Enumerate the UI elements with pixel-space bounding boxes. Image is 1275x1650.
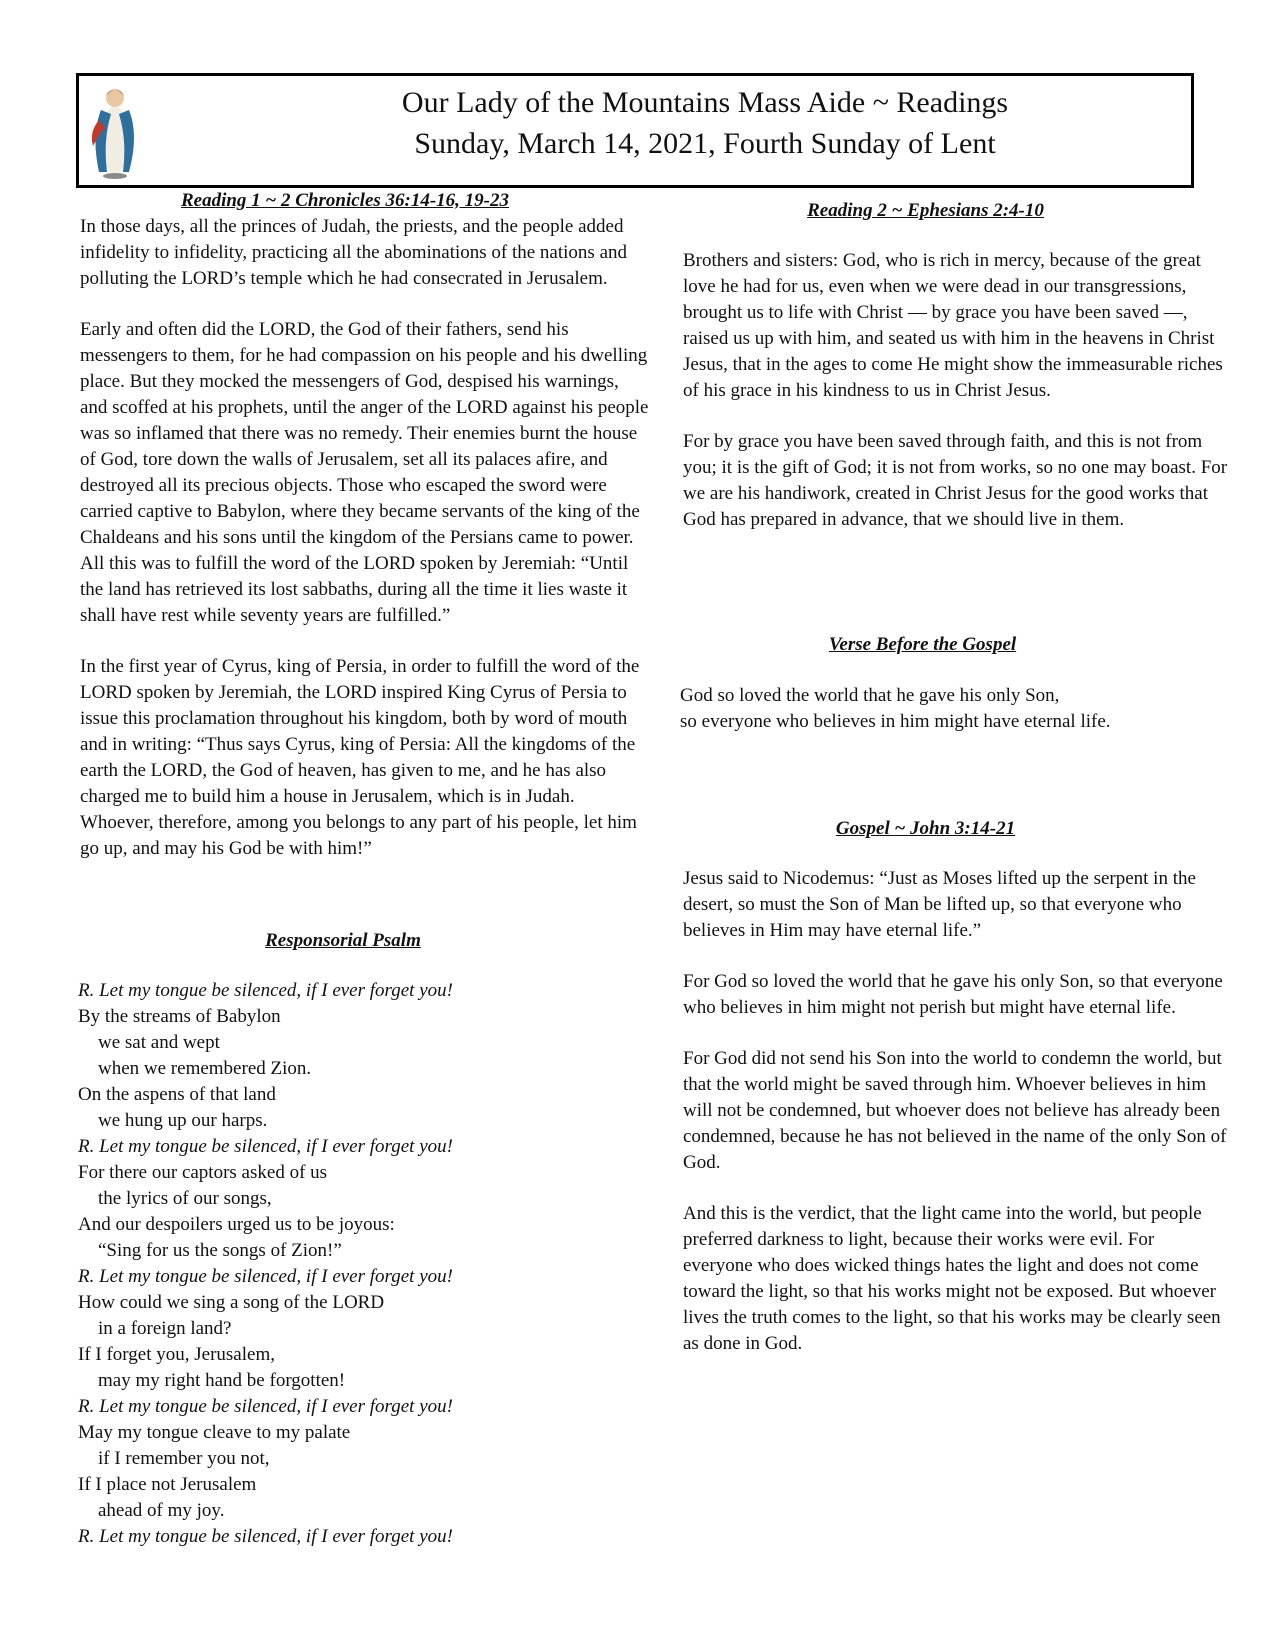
- reading-1-heading: Reading 1 ~ 2 Chronicles 36:14-16, 19-23: [180, 190, 510, 211]
- header-box: [76, 73, 1194, 188]
- gospel-heading: Gospel ~ John 3:14-21: [835, 818, 1016, 839]
- psalm-section: [78, 928, 648, 1550]
- psalm-line: If I forget you, Jerusalem,: [78, 1344, 275, 1365]
- reading-2-paragraph-1: Brothers and sisters: God, who is rich in mercy, because of the great love he had for us, even when we were dead in our transgressions, brought us to life with Christ — by grace you have been saved —, raised us up with him, and seated us with him in the heavens in Christ Jesus, that in the ages to come He might show the immeasurable riches of his grace in his kindness to us in Christ Jesus.: [683, 250, 1223, 401]
- verse-heading: Verse Before the Gospel: [828, 634, 1017, 655]
- psalm-line: when we remembered Zion.: [98, 1058, 312, 1079]
- verse-section: [680, 632, 1225, 735]
- psalm-response: R. Let my tongue be silenced, if I ever forget you!: [78, 1526, 453, 1547]
- verse-line-1: God so loved the world that he gave his only Son,: [680, 685, 1060, 706]
- psalm-line: If I place not Jerusalem: [78, 1474, 257, 1495]
- reading-1-paragraph-2: Early and often did the LORD, the God of their fathers, send his messengers to them, for he had compassion on his people and his dwelling place. But they mocked the messengers of God, despised his warnings, and scoffed at his prophets, until the anger of the LORD against his people was so inflamed that there was no remedy. Their enemies burnt the house of God, tore down the walls of Jerusalem, set all its palaces afire, and destroyed all its precious objects. Those who escaped the sword were carried captive to Babylon, where they became servants of the king of the Chaldeans and his sons until the kingdom of the Persians came to power. All this was to fulfill the word of the LORD spoken by Jeremiah: “Until the land has retrieved its lost sabbaths, during all the time it lies waste it shall have rest while seventy years are fulfilled.”: [80, 319, 649, 626]
- psalm-line: ahead of my joy.: [98, 1500, 225, 1521]
- psalm-line: How could we sing a song of the LORD: [78, 1292, 385, 1313]
- psalm-line: On the aspens of that land: [78, 1084, 276, 1105]
- reading-1-paragraph-3: In the first year of Cyrus, king of Persia, in order to fulfill the word of the LORD spoken by Jeremiah, the LORD inspired King Cyrus of Persia to issue this proclamation throughout his kingdom, both by word of mouth and in writing: “Thus says Cyrus, king of Persia: All the kingdoms of the earth the LORD, the God of heaven, has given to me, and he has also charged me to build him a house in Jerusalem, which is in Judah. Whoever, therefore, among you belongs to any part of his people, let him go up, and may his God be with him!”: [80, 656, 640, 859]
- psalm-response: R. Let my tongue be silenced, if I ever forget you!: [78, 1396, 453, 1417]
- psalm-line: in a foreign land?: [98, 1318, 232, 1339]
- psalm-line: May my tongue cleave to my palate: [78, 1422, 351, 1443]
- psalm-line: For there our captors asked of us: [78, 1162, 328, 1183]
- reading-2-heading: Reading 2 ~ Ephesians 2:4-10: [807, 200, 1044, 221]
- psalm-line: may my right hand be forgotten!: [98, 1370, 346, 1391]
- psalm-line: we sat and wept: [98, 1032, 220, 1053]
- psalm-line: “Sing for us the songs of Zion!”: [98, 1240, 342, 1261]
- gospel-paragraph-4: And this is the verdict, that the light came into the world, but people preferred darkness to light, because their works were evil. For everyone who does wicked things hates the light and does not come toward the light, so that his works might not be exposed. But whoever lives the truth comes to the light, so that his works may be clearly seen as done in God.: [683, 1203, 1221, 1354]
- psalm-line: By the streams of Babylon: [78, 1006, 281, 1027]
- psalm-response: R. Let my tongue be silenced, if I ever forget you!: [78, 1136, 453, 1157]
- psalm-line: we hung up our harps.: [98, 1110, 268, 1131]
- psalm-response: R. Let my tongue be silenced, if I ever forget you!: [78, 980, 453, 1001]
- gospel-paragraph-2: For God so loved the world that he gave his only Son, so that everyone who believes in him might not perish but might have eternal life.: [683, 971, 1223, 1018]
- verse-line-2: so everyone who believes in him might have eternal life.: [680, 711, 1111, 732]
- psalm-line: if I remember you not,: [98, 1448, 270, 1469]
- psalm-heading: Responsorial Psalm: [265, 930, 421, 951]
- psalm-line: And our despoilers urged us to be joyous:: [78, 1214, 395, 1235]
- madonna-icon: [85, 80, 145, 180]
- reading-1-paragraph-1: In those days, all the princes of Judah, the priests, and the people added infidelity to infidelity, practicing all the abominations of the nations and polluting the LORD’s temple which he had consecrated in Jerusalem.: [80, 216, 628, 289]
- gospel-section: [683, 816, 1228, 1357]
- gospel-paragraph-3: For God did not send his Son into the world to condemn the world, but that the world might be saved through him. Whoever believes in him will not be condemned, but whoever does not believe has already been condemned, because he has not believed in the name of the only Son of God.: [683, 1048, 1227, 1173]
- reading-2-paragraph-2: For by grace you have been saved through faith, and this is not from you; it is the gift of God; it is not from works, so no one may boast. For we are his handiwork, created in Christ Jesus for the good works that God has prepared in advance, that we should live in them.: [683, 431, 1228, 530]
- reading-1-section: [80, 188, 650, 862]
- psalm-lines: [78, 978, 648, 1550]
- title-line-2: Sunday, March 14, 2021, Fourth Sunday of Lent: [414, 127, 996, 160]
- reading-2-section: [683, 198, 1228, 533]
- gospel-paragraph-1: Jesus said to Nicodemus: “Just as Moses lifted up the serpent in the desert, so must the Son of Man be lifted up, so that everyone who believes in Him may have eternal life.”: [683, 868, 1196, 941]
- title-line-1: Our Lady of the Mountains Mass Aide ~ Readings: [401, 86, 1009, 119]
- page-title: [229, 82, 1181, 164]
- psalm-line: the lyrics of our songs,: [98, 1188, 272, 1209]
- psalm-response: R. Let my tongue be silenced, if I ever forget you!: [78, 1266, 453, 1287]
